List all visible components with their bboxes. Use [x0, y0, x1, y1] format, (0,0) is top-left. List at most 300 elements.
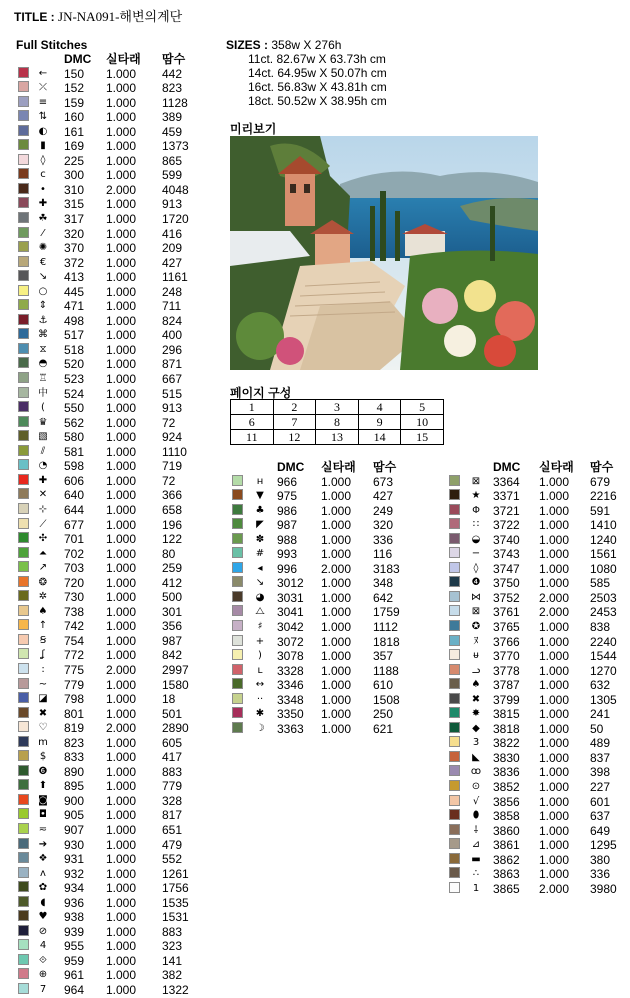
- color-swatch: [449, 562, 460, 573]
- stitch-count: 871: [162, 357, 183, 372]
- dmc-number: 370: [64, 241, 85, 256]
- strand-amount: 1.000: [539, 663, 570, 678]
- color-swatch: [18, 357, 29, 368]
- stitch-symbol-icon: ◙: [38, 794, 48, 806]
- strand-amount: 1.000: [106, 968, 137, 983]
- strand-amount: 1.000: [539, 838, 570, 853]
- strand-amount: 1.000: [106, 95, 137, 110]
- color-swatch: [18, 372, 29, 383]
- strand-amount: 1.000: [321, 634, 352, 649]
- stitch-count: 1373: [162, 139, 189, 154]
- strand-amount: 1.000: [321, 692, 352, 707]
- color-swatch: [232, 475, 243, 486]
- strand-amount: 1.000: [106, 575, 137, 590]
- stitch-count: 824: [162, 313, 183, 328]
- color-swatch: [449, 620, 460, 631]
- stitch-symbol-icon: ʟ: [257, 664, 263, 676]
- stitch-count: 427: [162, 255, 183, 270]
- color-swatch: [18, 125, 29, 136]
- page-cell: 8: [316, 415, 359, 430]
- strand-amount: 1.000: [321, 489, 352, 504]
- strand-amount: 1.000: [321, 532, 352, 547]
- dmc-number: 939: [64, 924, 85, 939]
- color-swatch: [18, 459, 29, 470]
- dmc-number: 320: [64, 226, 85, 241]
- stitch-symbol-icon: ❖: [38, 853, 48, 865]
- strand-amount: 1.000: [106, 852, 137, 867]
- strand-amount: 1.000: [106, 153, 137, 168]
- color-swatch: [449, 591, 460, 602]
- stitch-count: 1188: [373, 663, 399, 678]
- dmc-number: 738: [64, 604, 85, 619]
- color-swatch: [18, 488, 29, 499]
- strand-amount: 1.000: [106, 677, 137, 692]
- stitch-symbol-icon: ▬: [471, 853, 481, 865]
- stitch-symbol-icon: ◊: [40, 154, 46, 166]
- stitch-count: 1128: [162, 95, 188, 110]
- stitch-symbol-icon: ∷: [472, 519, 480, 531]
- strand-amount: 1.000: [106, 706, 137, 721]
- color-swatch: [449, 722, 460, 733]
- strand-amount: 1.000: [106, 241, 137, 256]
- color-swatch: [449, 489, 460, 500]
- stitch-symbol-icon: ⤫: [39, 82, 47, 94]
- color-swatch: [18, 197, 29, 208]
- color-swatch: [449, 809, 460, 820]
- stitch-symbol-icon: ~: [38, 678, 48, 690]
- stitch-symbol-icon: ✺: [38, 242, 48, 254]
- dmc-number: 413: [64, 270, 85, 285]
- dmc-number: 3031: [277, 590, 304, 605]
- stitch-symbol-icon: #: [255, 548, 265, 560]
- color-swatch: [449, 838, 460, 849]
- dmc-number: 701: [64, 532, 85, 547]
- strand-amount: 2.000: [106, 182, 137, 197]
- stitch-symbol-icon: ✲: [38, 591, 48, 603]
- stitch-count: 1295: [590, 838, 617, 853]
- color-swatch: [18, 328, 29, 339]
- stitch-count: 837: [590, 750, 611, 765]
- strand-amount: 1.000: [106, 255, 137, 270]
- fabric-size-item: 11ct. 82.67w X 63.73h cm: [248, 52, 386, 66]
- strand-amount: 1.000: [106, 444, 137, 459]
- color-swatch: [449, 649, 460, 660]
- strand-amount: 1.000: [539, 780, 570, 795]
- stitch-symbol-icon: ··: [256, 693, 264, 705]
- dmc-number: 3752: [493, 590, 520, 605]
- dmc-number: 3740: [493, 532, 520, 547]
- dmc-number: 3858: [493, 809, 520, 824]
- dmc-number: 580: [64, 430, 85, 445]
- dmc-number: 930: [64, 837, 85, 852]
- stitch-symbol-icon: ∴: [472, 868, 480, 880]
- strand-amount: 1.000: [539, 823, 570, 838]
- color-swatch: [18, 808, 29, 819]
- dmc-number: 562: [64, 415, 85, 430]
- dmc-number: 161: [64, 124, 85, 139]
- color-swatch: [449, 576, 460, 587]
- dmc-number: 988: [277, 532, 298, 547]
- stitch-symbol-icon: ✸: [471, 708, 481, 720]
- sizes-label: SIZES :: [226, 38, 269, 52]
- strand-amount: 1.000: [106, 764, 137, 779]
- strand-amount: 1.000: [539, 809, 570, 824]
- stitch-count: 209: [162, 241, 183, 256]
- stitch-symbol-icon: ↑: [38, 620, 48, 632]
- stitch-symbol-icon: ◖: [40, 896, 46, 908]
- stitch-symbol-icon: ◪: [38, 693, 48, 705]
- color-swatch: [449, 765, 460, 776]
- stitch-symbol-icon: •: [40, 183, 46, 195]
- strand-amount: 1.000: [106, 81, 137, 96]
- stitch-count: 1112: [373, 620, 398, 635]
- strand-amount: 1.000: [106, 502, 137, 517]
- dmc-number: 3042: [277, 620, 304, 635]
- color-swatch: [449, 605, 460, 616]
- stitch-count: 500: [162, 590, 183, 605]
- stitch-count: 380: [590, 852, 611, 867]
- strand-amount: 1.000: [321, 707, 352, 722]
- strand-amount: 1.000: [106, 910, 137, 925]
- strand-amount: 2.000: [321, 561, 352, 576]
- dmc-number: 798: [64, 692, 85, 707]
- dmc-number: 754: [64, 633, 85, 648]
- stitch-symbol-icon: :: [41, 663, 45, 675]
- stitch-symbol-icon: 4: [39, 940, 47, 952]
- stitch-count: 116: [373, 547, 393, 562]
- dmc-number: 932: [64, 866, 85, 881]
- dmc-number: 3346: [277, 678, 304, 693]
- dmc-number: 3750: [493, 576, 520, 591]
- strand-amount: 1.000: [106, 430, 137, 445]
- dmc-number: 3862: [493, 852, 520, 867]
- stitch-symbol-icon: ≂: [38, 823, 48, 835]
- stitch-symbol-icon: ✪: [471, 621, 481, 633]
- stitch-count: 1270: [590, 663, 617, 678]
- stitch-symbol-icon: ⊠: [471, 606, 481, 618]
- strand-amount: 1.000: [106, 386, 137, 401]
- stitch-symbol-icon: ᓗ: [471, 664, 481, 676]
- color-swatch: [18, 605, 29, 616]
- title-label: TITLE :: [14, 10, 55, 24]
- dmc-number: 890: [64, 764, 85, 779]
- stitch-symbol-icon: ♠: [38, 605, 48, 617]
- stitch-symbol-icon: ⚓: [38, 314, 48, 326]
- stitch-symbol-icon: −: [471, 548, 481, 560]
- stitch-count: 18: [162, 692, 176, 707]
- strand-amount: 1.000: [106, 212, 137, 227]
- strand-amount: 1.000: [539, 547, 570, 562]
- stitch-count: 1531: [162, 910, 189, 925]
- strand-amount: 1.000: [539, 721, 570, 736]
- strand-amount: 1.000: [539, 620, 570, 635]
- dmc-number: 938: [64, 910, 85, 925]
- stitch-count: 4048: [162, 182, 189, 197]
- stitch-count: 1305: [590, 692, 617, 707]
- color-swatch: [232, 722, 243, 733]
- strand-amount: 1.000: [106, 488, 137, 503]
- color-swatch: [18, 67, 29, 78]
- color-swatch: [232, 576, 243, 587]
- color-swatch: [18, 183, 29, 194]
- color-swatch: [449, 707, 460, 718]
- stitch-symbol-icon: ⫽: [40, 445, 46, 457]
- dmc-header: DMC: [64, 52, 92, 66]
- stitch-symbol-icon: ): [258, 650, 262, 662]
- stitch-symbol-icon: ✽: [255, 533, 265, 545]
- stitch-symbol-icon: ↘: [38, 271, 48, 283]
- stitch-symbol-icon: ←: [38, 67, 48, 79]
- color-swatch: [18, 721, 29, 732]
- stitch-count: 382: [162, 968, 183, 983]
- stitch-count: 296: [162, 342, 183, 357]
- strand-amount: 1.000: [106, 793, 137, 808]
- dmc-number: 779: [64, 677, 85, 692]
- dmc-number: 225: [64, 153, 85, 168]
- stitch-count: 80: [162, 546, 176, 561]
- stitch-symbol-icon: ⬮: [472, 810, 480, 822]
- dmc-number: 372: [64, 255, 85, 270]
- color-swatch: [18, 939, 29, 950]
- color-swatch: [232, 620, 243, 631]
- strand-amount: 1.000: [106, 983, 137, 997]
- stitch-count: 719: [162, 459, 183, 474]
- stitch-symbol-icon: ◘: [39, 809, 47, 821]
- stitch-symbol-icon: ⁄: [42, 227, 44, 239]
- stitch-count: 883: [162, 764, 183, 779]
- dmc-number: 471: [64, 299, 85, 314]
- stitch-symbol-icon: ☽: [255, 722, 265, 734]
- sizes-line: [226, 38, 387, 52]
- stitch-count: 924: [162, 430, 183, 445]
- dmc-number: 3722: [493, 518, 520, 533]
- stitch-count: 1535: [162, 895, 189, 910]
- page-cell: 14: [358, 430, 401, 445]
- strand-amount: 1.000: [106, 459, 137, 474]
- stitch-count: 779: [162, 779, 183, 794]
- stitch-count: 357: [373, 649, 394, 664]
- stitch-count: 1110: [162, 444, 187, 459]
- stitch-count-header: 땀수: [590, 460, 614, 474]
- dmc-number: 150: [64, 66, 85, 81]
- stitch-count: 2890: [162, 721, 189, 736]
- color-swatch: [18, 881, 29, 892]
- stitch-count: 605: [162, 735, 183, 750]
- stitch-symbol-icon: ♥: [38, 911, 48, 923]
- stitch-symbol-icon: ⧍: [255, 606, 265, 618]
- strand-amount: 1.000: [106, 866, 137, 881]
- color-swatch: [18, 852, 29, 863]
- stitch-symbol-icon: ✣: [38, 533, 48, 545]
- stitch-symbol-icon: ⬆: [38, 780, 48, 792]
- stitch-count: 1322: [162, 983, 189, 997]
- strand-amount: 1.000: [321, 605, 352, 620]
- stitch-symbol-icon: ♠: [471, 679, 481, 691]
- dmc-number: 300: [64, 168, 85, 183]
- strand-amount: 1.000: [321, 721, 352, 736]
- stitch-count: 249: [373, 503, 394, 518]
- strand-amount: 1.000: [321, 576, 352, 591]
- strand-amount: 1.000: [106, 822, 137, 837]
- strand-amount: 1.000: [106, 110, 137, 125]
- dmc-number: 775: [64, 662, 85, 677]
- dmc-number: 581: [64, 444, 85, 459]
- strand-amount: 1.000: [106, 342, 137, 357]
- stitch-count: 442: [162, 66, 183, 81]
- dmc-number: 317: [64, 212, 85, 227]
- dmc-number: 518: [64, 342, 85, 357]
- stitch-count: 479: [162, 837, 183, 852]
- dmc-header: DMC: [493, 460, 521, 474]
- strand-amount: 1.000: [539, 736, 570, 751]
- stitch-count: 501: [162, 706, 183, 721]
- dmc-number: 3371: [493, 489, 520, 504]
- strand-amount: 2.000: [106, 721, 137, 736]
- stitch-symbol-icon: ✕: [38, 489, 48, 501]
- page-cell: 13: [316, 430, 359, 445]
- strand-amount: 1.000: [106, 546, 137, 561]
- stitch-count: 489: [590, 736, 611, 751]
- document-title: [14, 6, 182, 24]
- color-swatch: [18, 256, 29, 267]
- stitch-count: 72: [162, 415, 176, 430]
- strand-amount: 1.000: [106, 124, 137, 139]
- color-swatch: [18, 212, 29, 223]
- stitch-symbol-icon: ♖: [38, 373, 48, 385]
- color-swatch: [449, 693, 460, 704]
- stitch-symbol-icon: ♣: [255, 504, 265, 516]
- color-swatch: [18, 270, 29, 281]
- stitch-symbol-icon: ❻: [38, 765, 48, 777]
- strand-amount: 1.000: [539, 867, 570, 882]
- strand-header: 실타래: [321, 460, 356, 474]
- stitch-count: 356: [162, 619, 183, 634]
- dmc-number: 169: [64, 139, 85, 154]
- stitch-count: 389: [162, 110, 183, 125]
- dmc-number: 907: [64, 822, 85, 837]
- stitch-symbol-icon: ▼: [256, 490, 264, 502]
- color-swatch: [232, 518, 243, 529]
- full-stitches-section: [16, 38, 87, 52]
- color-swatch: [18, 416, 29, 427]
- stitch-count: 3980: [590, 881, 617, 896]
- preview-title: 미리보기: [230, 122, 277, 136]
- color-swatch: [18, 954, 29, 965]
- page-cell: 11: [231, 430, 274, 445]
- dmc-number: 703: [64, 561, 85, 576]
- stitch-count: 1756: [162, 881, 189, 896]
- dmc-number: 966: [277, 474, 298, 489]
- dmc-number: 702: [64, 546, 85, 561]
- dmc-number: 598: [64, 459, 85, 474]
- dmc-number: 934: [64, 881, 85, 896]
- strand-amount: 1.000: [539, 503, 570, 518]
- color-swatch: [18, 430, 29, 441]
- dmc-number: 3778: [493, 663, 520, 678]
- page-cell: 9: [358, 415, 401, 430]
- dmc-number: 315: [64, 197, 85, 212]
- dmc-number: 3348: [277, 692, 304, 707]
- dmc-number: 3860: [493, 823, 520, 838]
- color-swatch: [449, 882, 460, 893]
- dmc-number: 959: [64, 953, 85, 968]
- color-swatch: [18, 518, 29, 529]
- stitch-symbol-icon: ꝏ: [470, 766, 482, 778]
- stitch-symbol-icon: 7: [39, 984, 47, 995]
- stitch-symbol-icon: ❂: [38, 576, 48, 588]
- dmc-number: 895: [64, 779, 85, 794]
- strand-amount: 1.000: [106, 270, 137, 285]
- color-swatch: [18, 532, 29, 543]
- color-swatch: [18, 983, 29, 994]
- stitch-symbol-icon: ⏶: [39, 547, 47, 559]
- color-swatch: [449, 780, 460, 791]
- color-swatch: [232, 605, 243, 616]
- stitch-symbol-icon: c: [40, 169, 46, 181]
- stitch-symbol-icon: ⌘: [38, 329, 48, 341]
- color-swatch: [232, 707, 243, 718]
- stitch-symbol-icon: $: [39, 751, 47, 763]
- strand-amount: 1.000: [106, 604, 137, 619]
- dmc-number: 3863: [493, 867, 520, 882]
- stitch-count: 658: [162, 502, 183, 517]
- stitch-symbol-icon: ➔: [38, 838, 48, 850]
- strand-amount: 1.000: [539, 765, 570, 780]
- dmc-number: 3861: [493, 838, 520, 853]
- page-cell: 12: [273, 430, 316, 445]
- strand-amount: 1.000: [106, 619, 137, 634]
- strand-amount: 1.000: [321, 649, 352, 664]
- fabric-size-item: 18ct. 50.52w X 38.95h cm: [248, 94, 387, 108]
- color-swatch: [18, 387, 29, 398]
- page-cell: 15: [401, 430, 444, 445]
- dmc-number: 3830: [493, 750, 520, 765]
- dmc-number: 936: [64, 895, 85, 910]
- color-swatch: [18, 663, 29, 674]
- dmc-number: 606: [64, 473, 85, 488]
- dmc-number: 3865: [493, 881, 520, 896]
- stitch-symbol-icon: Φ: [472, 504, 480, 516]
- strand-amount: 1.000: [539, 852, 570, 867]
- stitch-count: 913: [162, 401, 183, 416]
- dmc-number: 3818: [493, 721, 520, 736]
- color-swatch: [18, 750, 29, 761]
- strand-amount: 1.000: [106, 66, 137, 81]
- dmc-number: 964: [64, 983, 85, 997]
- stitch-symbol-icon: ⊿: [471, 839, 481, 851]
- strand-amount: 1.000: [539, 692, 570, 707]
- strand-amount: 1.000: [106, 953, 137, 968]
- dmc-number: 3799: [493, 692, 520, 707]
- stitch-symbol-icon: ♯: [257, 621, 263, 633]
- stitch-symbol-icon: ﾇ: [473, 635, 479, 647]
- stitch-symbol-icon: ⟋: [39, 518, 47, 530]
- strand-amount: 1.000: [539, 634, 570, 649]
- color-swatch: [18, 678, 29, 689]
- color-swatch: [232, 533, 243, 544]
- dmc-number: 900: [64, 793, 85, 808]
- color-swatch: [18, 867, 29, 878]
- color-swatch: [18, 314, 29, 325]
- stitch-symbol-icon: ◐: [38, 125, 48, 137]
- color-swatch: [18, 968, 29, 979]
- dmc-number: 3743: [493, 547, 520, 562]
- strand-amount: 1.000: [106, 648, 137, 663]
- color-swatch: [18, 474, 29, 485]
- color-swatch: [18, 823, 29, 834]
- strand-amount: 1.000: [106, 473, 137, 488]
- sizes-section: [226, 38, 387, 108]
